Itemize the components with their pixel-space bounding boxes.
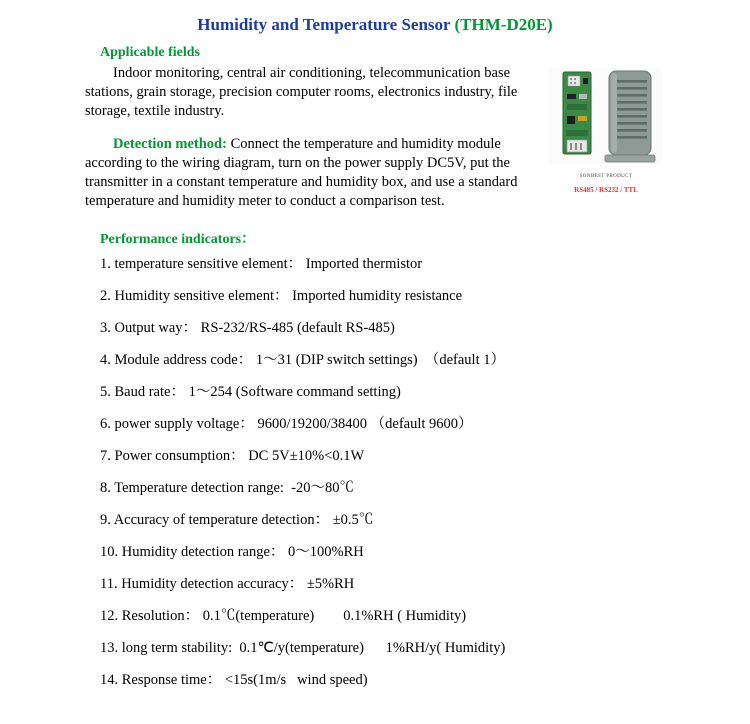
performance-item-8: 8. Temperature detection range: -20～80℃ (100, 480, 354, 496)
performance-item-3: 3. Output way： RS-232/RS-485 (default RS-485) (100, 320, 395, 336)
applicable-fields-heading: Applicable fields (100, 45, 200, 60)
performance-item-2: 2. Humidity sensitive element： Imported humidity resistance (100, 288, 463, 304)
page-title-model: (THM-D20E) (450, 15, 553, 34)
performance-item-7: 7. Power consumption： DC 5V±10%<0.1W (100, 448, 365, 464)
performance-indicators-heading: Performance indicators： (100, 232, 256, 247)
performance-item-5: 5. Baud rate： 1～254 (Software command setting) (100, 384, 401, 400)
performance-item-9: 9. Accuracy of temperature detection： ±0.5℃ (100, 512, 374, 528)
performance-item-6: 6. power supply voltage： 9600/19200/38400 （default 9600） (100, 416, 473, 432)
pcb-module (563, 72, 591, 154)
figure-caption-interfaces: RS485 / RS232 / TTL (574, 186, 638, 194)
performance-item-14: 14. Response time： <15s(1m/s wind speed) (100, 672, 368, 688)
detection-method-body: Connect the temperature and humidity module according to the wiring diagram, turn on the power supply DC5V, put the transmitter in a constant temperature and humidity box, and use a standard temperature and humidity meter to conduct a comparison test. (85, 136, 518, 209)
performance-indicators-list (100, 255, 665, 690)
performance-item-4: 4. Module address code： 1～31 (DIP switch settings) （default 1） (100, 352, 505, 368)
product-figure (547, 66, 665, 195)
applicable-fields-paragraph: Indoor monitoring, central air conditioning, telecommunication base stations, grain storage, precision computer rooms, electronics industry, file storage, textile industry. (85, 65, 518, 119)
performance-item-11: 11. Humidity detection accuracy： ±5%RH (100, 576, 355, 592)
sensor-modules-illustration (547, 66, 665, 166)
performance-item-12: 12. Resolution： 0.1℃(temperature) 0.1%RH ( Humidity) (100, 608, 467, 624)
figure-caption-small: SONBEST PRODUCT (579, 174, 633, 179)
detection-method-lead: Detection method: (113, 136, 227, 152)
performance-item-10: 10. Humidity detection range： 0～100%RH (100, 544, 364, 560)
page-title (85, 14, 665, 36)
performance-item-13: 13. long term stability: 0.1℃/y(temperature) 1%RH/y( Humidity) (100, 640, 506, 656)
performance-item-1: 1. temperature sensitive element： Imported thermistor (100, 256, 423, 272)
enclosure-module (605, 71, 655, 162)
page-title-main: Humidity and Temperature Sensor (197, 15, 451, 34)
